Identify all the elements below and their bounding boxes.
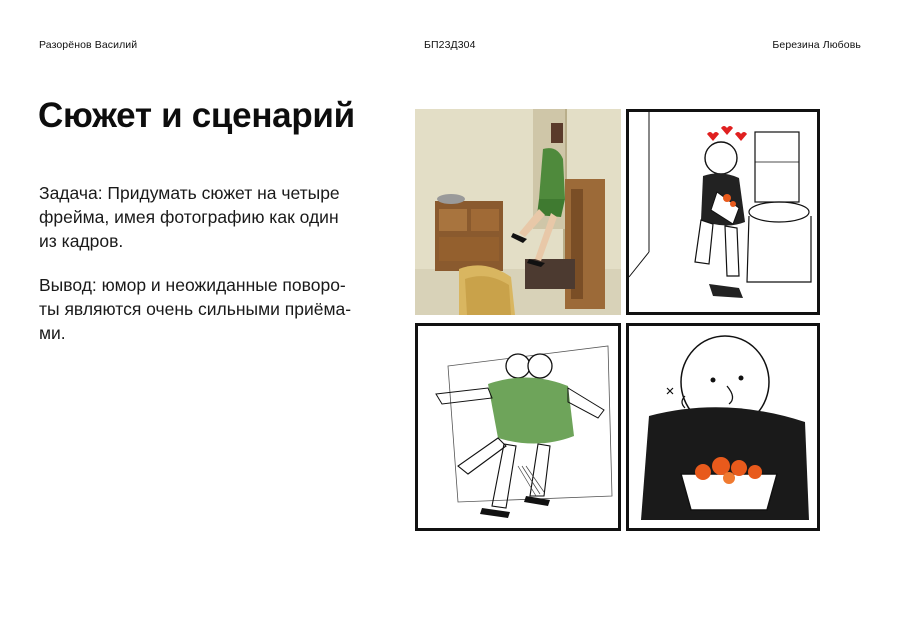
green-figure-drawing [418, 326, 618, 528]
conclusion-line: Вывод: юмор и неожиданные поворо- [39, 275, 346, 295]
comic-frame-green-sketch [415, 323, 621, 531]
bald-man-bowl-drawing [629, 326, 817, 528]
conclusion-line: ми. [39, 323, 66, 343]
task-paragraph [39, 181, 399, 253]
photo-image [415, 109, 621, 315]
man-with-bouquet-drawing [629, 112, 817, 312]
group-code: БП23Д304 [424, 39, 476, 51]
task-line: из кадров. [39, 231, 124, 251]
conclusion-line: ты являются очень сильными приёма- [39, 299, 352, 319]
comic-frame-photo [415, 109, 621, 315]
task-line: фрейма, имея фотографию как один [39, 207, 339, 227]
conclusion-paragraph [39, 273, 399, 345]
author-right: Березина Любовь [772, 39, 861, 51]
comic-frame-man-flowers [626, 109, 820, 315]
task-line: Задача: Придумать сюжет на четыре [39, 183, 340, 203]
comic-frame-bald-man [626, 323, 820, 531]
author-left: Разорёнов Василий [39, 39, 138, 51]
page-title: Сюжет и сценарий [38, 96, 355, 135]
